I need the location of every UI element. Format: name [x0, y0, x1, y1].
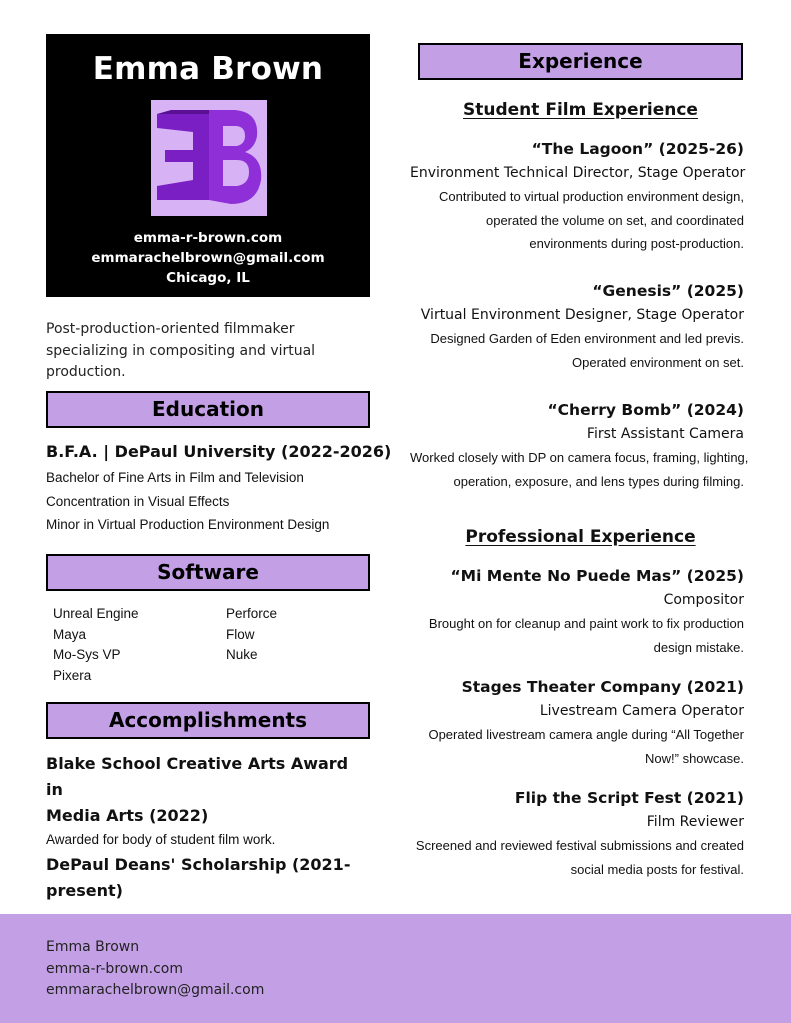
education-line: Bachelor of Fine Arts in Film and Television [46, 470, 304, 485]
footer-website[interactable]: emma-r-brown.com [46, 960, 184, 977]
software-item: Maya [53, 626, 87, 642]
professional-experience-heading: Professional Experience [465, 527, 696, 547]
education-heading: Education [46, 391, 370, 428]
header-contact [46, 228, 370, 288]
bio-line: specializing in compositing and virtual [46, 342, 316, 359]
entry-desc-line: environments during post-production. [529, 236, 744, 251]
entry-desc-line: Operated livestream camera angle during “All Together [428, 727, 744, 742]
experience-entry [410, 786, 744, 881]
header-email[interactable]: emmarachelbrown@gmail.com [91, 250, 325, 266]
experience-heading: Experience [418, 43, 743, 80]
entry-description [410, 612, 744, 659]
accomplishments-heading: Accomplishments [46, 702, 370, 739]
student-experience-heading: Student Film Experience [463, 100, 698, 120]
accomplishment-title-line: Media Arts (2022) [46, 806, 209, 825]
software-item: Mo-Sys VP [53, 647, 121, 662]
education-details [46, 466, 329, 537]
accomplishment-title-line: present) [46, 881, 123, 900]
software-item: Perforce [226, 606, 278, 621]
header-name: Emma Brown [92, 51, 324, 87]
entry-desc-line: Contributed to virtual production environment design, [439, 189, 744, 204]
entry-role: Virtual Environment Designer, Stage Operator [420, 307, 744, 323]
education-line: Concentration in Visual Effects [46, 493, 230, 509]
accomplishment-desc: Awarded for body of student film work. [46, 832, 276, 847]
software-item: Unreal Engine [53, 606, 139, 621]
experience-entry [410, 564, 744, 659]
experience-entry [410, 279, 744, 374]
software-heading: Software [46, 554, 370, 591]
accomplishment-title-line: Blake School Creative Arts Award in [46, 754, 349, 799]
entry-title: “Mi Mente No Puede Mas” (2025) [450, 567, 744, 585]
header-card [46, 34, 370, 297]
entry-desc-line: Brought on for cleanup and paint work to fix production [428, 616, 744, 631]
entry-description [410, 723, 744, 770]
bio-line: Post-production-oriented filmmaker [46, 321, 295, 337]
software-list-col1 [53, 604, 139, 686]
entry-description [410, 327, 744, 374]
footer [0, 914, 791, 1023]
education-line: Minor in Virtual Production Environment Design [46, 517, 330, 532]
entry-description [410, 834, 744, 881]
entry-desc-line: Operated environment on set. [572, 354, 744, 370]
bio-summary [46, 319, 346, 384]
experience-entry [410, 398, 749, 493]
software-item: Nuke [226, 647, 258, 662]
entry-role: First Assistant Camera [586, 426, 744, 442]
software-item: Pixera [53, 667, 92, 683]
header-website[interactable]: emma-r-brown.com [133, 230, 283, 246]
entry-title: “Genesis” (2025) [592, 282, 744, 300]
experience-entry [410, 675, 744, 770]
accomplishment-title-line: DePaul Deans' Scholarship (2021- [46, 855, 351, 874]
entry-description [410, 185, 744, 256]
entry-role: Livestream Camera Operator [539, 703, 744, 719]
eb-monogram-logo-icon [151, 100, 267, 216]
entry-desc-line: Worked closely with DP on camera focus, framing, lighting, [410, 450, 749, 465]
education-degree: B.F.A. | DePaul University (2022-2026) [46, 442, 392, 461]
entry-desc-line: Screened and reviewed festival submissions and created [415, 838, 744, 853]
entry-role: Film Reviewer [646, 814, 744, 830]
entry-role: Environment Technical Director, Stage Operator [410, 165, 746, 181]
logo-graphic [151, 100, 267, 216]
entry-title: “The Lagoon” (2025-26) [531, 140, 744, 158]
entry-desc-line: operation, exposure, and lens types during filming. [453, 473, 744, 489]
header-location: Chicago, IL [166, 270, 250, 286]
accomplishment-title [46, 751, 356, 829]
footer-name: Emma Brown [46, 939, 140, 955]
entry-title: Flip the Script Fest (2021) [514, 789, 744, 807]
entry-desc-line: design mistake. [653, 639, 744, 655]
entry-title: “Cherry Bomb” (2024) [547, 401, 744, 419]
footer-contact [46, 937, 264, 1002]
software-item: Flow [226, 626, 255, 642]
experience-entry [410, 137, 744, 256]
footer-email[interactable]: emmarachelbrown@gmail.com [46, 982, 265, 998]
entry-role: Compositor [663, 592, 744, 608]
entry-description [410, 446, 749, 493]
accomplishment-title [46, 852, 356, 904]
entry-title: Stages Theater Company (2021) [461, 678, 744, 696]
entry-desc-line: operated the volume on set, and coordinated [485, 212, 744, 228]
entry-desc-line: Now!” showcase. [645, 750, 744, 766]
bio-line: production. [46, 364, 126, 380]
software-list-col2 [226, 604, 277, 666]
accomplishments-list [46, 751, 356, 904]
entry-desc-line: Designed Garden of Eden environment and led previs. [430, 331, 744, 346]
entry-desc-line: social media posts for festival. [570, 861, 744, 877]
